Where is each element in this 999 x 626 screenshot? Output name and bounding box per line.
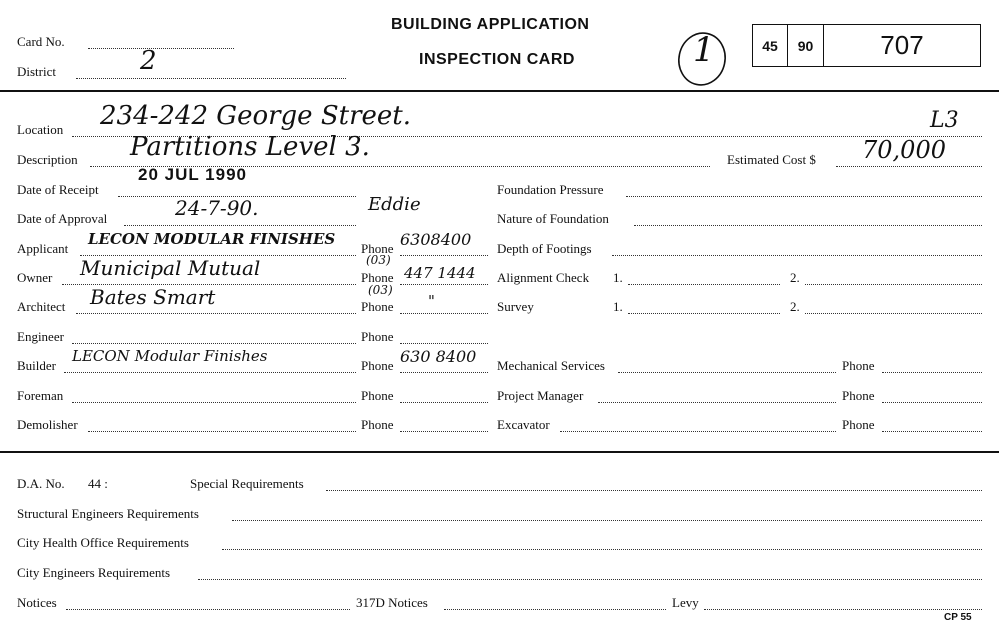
survey-num2: 2. <box>790 299 800 314</box>
depth-footings-label: Depth of Footings <box>497 241 592 256</box>
estimated-cost-label: Estimated Cost $ <box>727 152 816 167</box>
da-no-label: D.A. No. <box>17 476 65 491</box>
nature-foundation-label: Nature of Foundation <box>497 211 609 226</box>
mechanical-line[interactable] <box>618 372 836 373</box>
code-box-2: 90 <box>787 24 824 67</box>
excavator-phone-label: Phone <box>842 417 875 432</box>
project-manager-phone-label: Phone <box>842 388 875 403</box>
estimated-cost-line[interactable] <box>836 166 982 167</box>
title-line2: INSPECTION CARD <box>419 51 575 68</box>
district-value: 2 <box>140 46 157 76</box>
foreman-label: Foreman <box>17 388 64 403</box>
estimated-cost-value: 70,000 <box>862 136 946 164</box>
city-eng-req-label: City Engineers Requirements <box>17 565 171 580</box>
circled-mark-value: 1 <box>693 30 715 70</box>
applicant-value: LECON MODULAR FINISHES <box>88 230 336 248</box>
applicant-phone-label: Phone <box>361 241 394 256</box>
builder-phone-line[interactable] <box>400 372 488 373</box>
alignment-num2: 2. <box>790 270 800 285</box>
city-eng-req-line[interactable] <box>198 579 982 580</box>
owner-phone: 447 1444 <box>404 264 476 282</box>
foundation-pressure-line[interactable] <box>626 196 982 197</box>
date-receipt-value: 20 JUL 1990 <box>138 165 247 184</box>
demolisher-phone-label: Phone <box>361 417 394 432</box>
applicant-label: Applicant <box>17 241 69 256</box>
engineer-phone-line[interactable] <box>400 343 488 344</box>
date-approval-line[interactable] <box>124 225 356 226</box>
structural-req-label: Structural Engineers Requirements <box>17 506 199 521</box>
architect-line[interactable] <box>76 313 356 314</box>
alignment-num1: 1. <box>613 270 623 285</box>
health-req-line[interactable] <box>222 549 982 550</box>
project-manager-line[interactable] <box>598 402 836 403</box>
engineer-phone-label: Phone <box>361 329 394 344</box>
applicant-phone: 6308400 <box>400 230 472 249</box>
notices-line[interactable] <box>66 609 350 610</box>
builder-value: LECON Modular Finishes <box>72 347 268 365</box>
mechanical-phone-label: Phone <box>842 358 875 373</box>
health-req-label: City Health Office Requirements <box>17 535 189 550</box>
survey-line-2[interactable] <box>805 313 982 314</box>
special-req-label: Special Requirements <box>190 476 304 491</box>
da-no-value: 44 : <box>88 476 108 491</box>
card-no-line[interactable] <box>88 48 234 49</box>
bottom-divider <box>0 451 999 453</box>
code-box-3: 707 <box>823 24 981 67</box>
district-line[interactable] <box>76 78 346 79</box>
architect-phone: " <box>428 292 435 310</box>
location-value: 234-242 George Street. <box>100 101 412 131</box>
location-extra: L3 <box>930 108 959 133</box>
structural-req-line[interactable] <box>232 520 982 521</box>
date-receipt-label: Date of Receipt <box>17 182 99 197</box>
foreman-phone-line[interactable] <box>400 402 488 403</box>
foundation-pressure-label: Foundation Pressure <box>497 182 604 197</box>
survey-line-1[interactable] <box>628 313 780 314</box>
demolisher-label: Demolisher <box>17 417 78 432</box>
header-divider <box>0 90 999 92</box>
foreman-phone-label: Phone <box>361 388 394 403</box>
builder-line[interactable] <box>64 372 356 373</box>
owner-label: Owner <box>17 270 53 285</box>
nature-foundation-line[interactable] <box>634 225 982 226</box>
title-line1: BUILDING APPLICATION <box>391 16 590 33</box>
excavator-label: Excavator <box>497 417 550 432</box>
architect-phone-label: Phone <box>361 299 394 314</box>
builder-phone-label: Phone <box>361 358 394 373</box>
levy-label: Levy <box>672 595 699 610</box>
card-no-label: Card No. <box>17 34 65 49</box>
notices-317d-line[interactable] <box>444 609 666 610</box>
demolisher-line[interactable] <box>88 431 356 432</box>
description-value: Partitions Level 3. <box>130 132 370 162</box>
foreman-line[interactable] <box>72 402 356 403</box>
mechanical-label: Mechanical Services <box>497 358 605 373</box>
architect-value: Bates Smart <box>90 285 216 309</box>
project-manager-label: Project Manager <box>497 388 584 403</box>
excavator-line[interactable] <box>560 431 836 432</box>
owner-phone-prefix: (03) <box>366 253 391 267</box>
builder-phone: 630 8400 <box>400 347 477 366</box>
alignment-line-1[interactable] <box>628 284 780 285</box>
architect-phone-prefix: (03) <box>368 283 393 297</box>
special-req-line[interactable] <box>326 490 982 491</box>
district-label: District <box>17 64 56 79</box>
survey-label: Survey <box>497 299 534 314</box>
owner-phone-line[interactable] <box>400 284 488 285</box>
depth-footings-line[interactable] <box>612 255 982 256</box>
code-box-1: 45 <box>752 24 788 67</box>
engineer-label: Engineer <box>17 329 64 344</box>
survey-num1: 1. <box>613 299 623 314</box>
architect-phone-line[interactable] <box>400 313 488 314</box>
description-label: Description <box>17 152 78 167</box>
architect-label: Architect <box>17 299 66 314</box>
owner-value: Municipal Mutual <box>80 256 261 280</box>
alignment-check-label: Alignment Check <box>497 270 590 285</box>
notices-label: Notices <box>17 595 57 610</box>
location-label: Location <box>17 122 64 137</box>
levy-line[interactable] <box>704 609 982 610</box>
owner-phone-label: Phone <box>361 270 394 285</box>
date-approval-label: Date of Approval <box>17 211 108 226</box>
mechanical-phone-line[interactable] <box>882 372 982 373</box>
date-approval-initials: Eddie <box>368 194 421 215</box>
date-approval-value: 24-7-90. <box>175 196 259 220</box>
alignment-line-2[interactable] <box>805 284 982 285</box>
applicant-phone-line[interactable] <box>400 255 488 256</box>
project-manager-phone-line[interactable] <box>882 402 982 403</box>
builder-label: Builder <box>17 358 56 373</box>
engineer-line[interactable] <box>72 343 356 344</box>
form-code: CP 55 <box>944 612 972 623</box>
demolisher-phone-line[interactable] <box>400 431 488 432</box>
excavator-phone-line[interactable] <box>882 431 982 432</box>
notices-317d-label: 317D Notices <box>356 595 428 610</box>
